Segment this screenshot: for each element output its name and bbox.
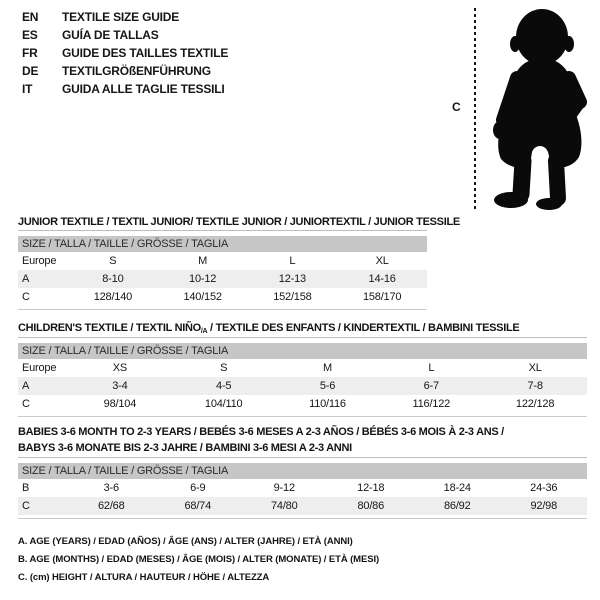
size-cell: XL	[528, 362, 542, 374]
row-label: C	[22, 398, 30, 410]
size-cell: 92/98	[530, 500, 558, 512]
babies-table-title	[18, 424, 504, 456]
table-row	[18, 270, 427, 288]
size-cell: 24-36	[530, 482, 558, 494]
size-cell: 152/158	[273, 291, 312, 303]
size-cell: L	[289, 255, 296, 267]
size-cell: 5-6	[319, 380, 336, 392]
language-label: GUIDA ALLE TAGLIE TESSILI	[62, 82, 225, 96]
table-bottom-rule	[18, 416, 587, 417]
size-cell: 110/116	[309, 398, 346, 410]
row-label: Europe	[22, 362, 57, 374]
size-cell: 4-5	[216, 380, 232, 392]
size-cell: 158/170	[362, 291, 402, 303]
table-top-rule	[18, 457, 587, 458]
legend	[18, 533, 379, 587]
children-size-table	[18, 337, 587, 417]
language-code: IT	[22, 82, 33, 96]
legend-line-b: B. AGE (MONTHS) / EDAD (MESES) / ÂGE (MOIS) / ALTER (MONATE) / ETÀ (MESI)	[18, 554, 380, 565]
junior-table-title: JUNIOR TEXTILE / TEXTIL JUNIOR/ TEXTILE JUNIOR / JUNIORTEXTIL / JUNIOR TESSILE	[18, 216, 460, 228]
language-row	[22, 80, 228, 98]
children-title-text: / TEXTILE DES ENFANTS / KINDERTEXTIL / BAMBINI TESSILE	[207, 322, 520, 334]
language-code: FR	[22, 46, 38, 60]
row-label: C	[22, 291, 30, 303]
legend-line-a: A. AGE (YEARS) / EDAD (AÑOS) / ÂGE (ANS) / ALTER (JAHRE) / ETÀ (ANNI)	[18, 536, 353, 547]
row-label: B	[22, 482, 30, 494]
size-cell: 86/92	[443, 500, 471, 512]
size-cell: 12-18	[357, 482, 385, 494]
children-title-text: CHILDREN'S TEXTILE / TEXTIL NIÑO	[18, 322, 201, 334]
size-cell: 74/80	[270, 500, 298, 512]
language-code: EN	[22, 10, 39, 24]
table-row	[18, 252, 427, 270]
size-cell: 8-10	[102, 273, 124, 285]
language-code: DE	[22, 64, 39, 78]
language-code: ES	[22, 28, 38, 42]
size-cell: M	[198, 255, 208, 267]
size-cell: 6-7	[423, 380, 439, 392]
row-label: A	[22, 380, 30, 392]
language-row	[22, 26, 228, 44]
size-cell: 80/86	[357, 500, 385, 512]
row-label: A	[22, 273, 30, 285]
row-label: C	[22, 500, 30, 512]
table-row	[18, 395, 587, 413]
table-top-rule	[18, 230, 427, 231]
size-cell: S	[220, 362, 228, 374]
table-header-band: SIZE / TALLA / TAILLE / GRÖSSE / TAGLIA	[18, 236, 427, 252]
size-cell: 116/122	[412, 398, 451, 410]
height-label-c: C	[452, 100, 461, 114]
children-title-subscript: /A	[200, 328, 208, 335]
language-label: GUIDE DES TAILLES TEXTILE	[62, 46, 229, 60]
size-cell: 10-12	[189, 273, 217, 285]
size-cell: 3-4	[112, 380, 128, 392]
table-top-rule	[18, 337, 587, 338]
size-cell: 128/140	[93, 291, 133, 303]
table-header-band: SIZE / TALLA / TAILLE / GRÖSSE / TAGLIA	[18, 463, 587, 479]
babies-size-table	[18, 457, 587, 519]
language-label: GUÍA DE TALLAS	[62, 28, 159, 42]
size-cell: 7-8	[527, 380, 543, 392]
size-cell: 9-12	[273, 482, 295, 494]
size-cell: 104/110	[204, 398, 243, 410]
table-bottom-rule	[18, 518, 587, 519]
size-cell: 14-16	[368, 273, 396, 285]
size-cell: 6-9	[190, 482, 206, 494]
junior-size-table	[18, 230, 427, 310]
babies-title-line1: BABIES 3-6 MONTH TO 2-3 YEARS / BEBÉS 3-6 MESES A 2-3 AÑOS / BÉBÉS 3-6 MOIS À 2-3 ANS /	[18, 426, 504, 438]
table-row	[18, 497, 587, 515]
legend-line-c: C. (cm) HEIGHT / ALTURA / HAUTEUR / HÖHE / ALTEZZA	[18, 572, 270, 583]
size-cell: 12-13	[278, 273, 306, 285]
size-cell: 18-24	[443, 482, 471, 494]
table-row	[18, 359, 587, 377]
height-dashed-line	[474, 8, 476, 210]
size-cell: S	[109, 255, 117, 267]
size-cell: 68/74	[184, 500, 212, 512]
language-list	[22, 8, 228, 98]
table-row	[18, 479, 587, 497]
size-cell: XS	[112, 362, 128, 374]
size-cell: 98/104	[103, 398, 137, 410]
size-cell: M	[323, 362, 332, 374]
table-header-band: SIZE / TALLA / TAILLE / GRÖSSE / TAGLIA	[18, 343, 587, 359]
table-row	[18, 288, 427, 306]
language-row	[22, 8, 228, 26]
size-cell: XL	[375, 255, 389, 267]
language-row	[22, 44, 228, 62]
size-cell: 62/68	[97, 500, 125, 512]
language-label: TEXTILGRÖßENFÜHRUNG	[62, 64, 211, 78]
table-row	[18, 377, 587, 395]
size-cell: 122/128	[515, 398, 555, 410]
size-cell: 3-6	[103, 482, 119, 494]
language-row	[22, 62, 228, 80]
size-cell: L	[428, 362, 435, 374]
language-label: TEXTILE SIZE GUIDE	[62, 10, 180, 24]
row-label: Europe	[22, 255, 57, 267]
babies-title-line2: BABYS 3-6 MONATE BIS 2-3 JAHRE / BAMBINI 3-6 MESI A 2-3 ANNI	[18, 442, 352, 454]
table-bottom-rule	[18, 309, 427, 310]
size-cell: 140/152	[183, 291, 222, 303]
baby-silhouette-icon	[484, 6, 598, 210]
